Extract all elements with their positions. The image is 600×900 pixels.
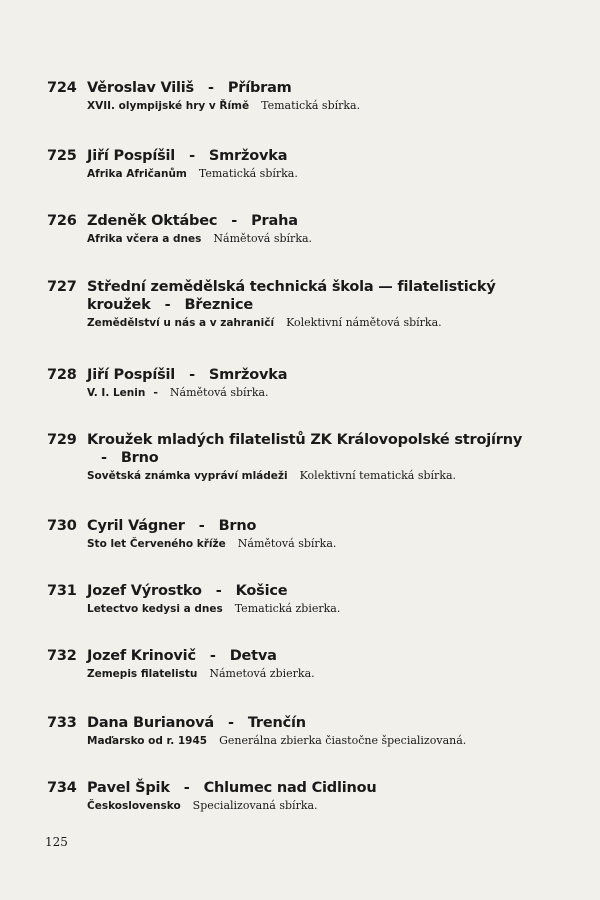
exhibit-topic: Letectvo kedysi a dnes — [87, 603, 223, 615]
entry-title — [87, 779, 547, 797]
exhibit-topic: Afrika včera a dnes — [87, 233, 202, 245]
exhibit-topic: V. I. Lenin — [87, 387, 146, 399]
exhibitor-name: Jozef Krinovič — [87, 648, 196, 664]
exhibit-topic: Zemědělství u nás a v zahraničí — [87, 317, 275, 329]
entry-heading — [47, 779, 547, 797]
exhibitor-name: Cyril Vágner — [87, 518, 185, 534]
entry-subline — [87, 601, 547, 617]
exhibitor-name: Věroslav Viliš — [87, 80, 194, 96]
entry-heading — [47, 278, 547, 314]
entry-title — [87, 79, 547, 97]
entry-heading — [47, 431, 547, 467]
exhibitor-name: Jiří Pospíšil — [87, 367, 176, 383]
entry-title — [87, 714, 547, 732]
entry-subline — [87, 166, 547, 182]
entry-title — [87, 278, 547, 314]
catalog-entry — [47, 431, 547, 484]
exhibitor-place: Trenčín — [247, 715, 306, 731]
catalog-entry — [47, 779, 547, 814]
exhibit-description: Tematická sbírka. — [261, 99, 361, 112]
exhibitor-place: Brno — [218, 518, 257, 534]
separator: - — [198, 518, 205, 534]
exhibitor-place: Praha — [251, 213, 298, 229]
page-number: 125 — [45, 835, 68, 849]
exhibitor-place: Smržovka — [208, 367, 288, 383]
entry-number: 733 — [47, 715, 77, 731]
entry-title — [87, 647, 547, 665]
entry-subline — [87, 385, 547, 401]
entry-heading — [47, 147, 547, 165]
exhibit-topic: Maďarsko od r. 1945 — [87, 735, 208, 747]
exhibit-description: Tematická sbírka. — [198, 167, 298, 180]
exhibit-topic: Sto let Červeného kříže — [87, 538, 226, 550]
separator: - — [231, 213, 238, 229]
catalog-entry — [47, 517, 547, 552]
exhibit-topic: Sovětská známka vypráví mládeži — [87, 470, 288, 482]
catalog-entry — [47, 714, 547, 749]
entry-heading — [47, 647, 547, 665]
entry-title — [87, 431, 547, 467]
topic-separator: - — [153, 386, 158, 399]
exhibit-topic: Afrika Afričanům — [87, 168, 187, 180]
entry-title — [87, 147, 547, 165]
exhibit-description: Námětová sbírka. — [169, 386, 269, 399]
catalog-entry — [47, 212, 547, 247]
exhibit-description: Námětová sbírka. — [237, 537, 337, 550]
exhibitor-place: Chlumec nad Cidlinou — [203, 780, 377, 796]
exhibitor-place: Smržovka — [208, 148, 288, 164]
exhibit-description: Námětová sbírka. — [213, 232, 313, 245]
exhibitor-name: Střední zemědělská technická škola — filatelistický kroužek — [87, 279, 496, 313]
separator: - — [215, 583, 222, 599]
exhibit-topic: Československo — [87, 800, 181, 812]
entry-subline — [87, 231, 547, 247]
entry-number: 732 — [47, 648, 77, 664]
catalog-entry — [47, 147, 547, 182]
entry-number: 729 — [47, 432, 77, 448]
separator: - — [183, 780, 190, 796]
entry-subline — [87, 666, 547, 682]
entry-title — [87, 366, 547, 384]
entry-heading — [47, 582, 547, 600]
exhibitor-place: Příbram — [227, 80, 292, 96]
entry-heading — [47, 517, 547, 535]
separator: - — [164, 297, 171, 313]
exhibitor-name: Pavel Špik — [87, 780, 170, 796]
entry-heading — [47, 366, 547, 384]
exhibit-description: Kolektivní tematická sbírka. — [299, 469, 457, 482]
entry-heading — [47, 212, 547, 230]
entry-subline — [87, 98, 547, 114]
exhibitor-name: Kroužek mladých filatelistů ZK Královopolské strojírny — [87, 432, 523, 448]
entry-title — [87, 582, 547, 600]
exhibit-description: Kolektivní námětová sbírka. — [286, 316, 442, 329]
entry-subline — [87, 733, 547, 749]
exhibit-description: Specializovaná sbírka. — [192, 799, 318, 812]
entry-number: 727 — [47, 279, 77, 295]
catalog-entry — [47, 366, 547, 401]
exhibit-description: Generálna zbierka čiastočne špecializovaná. — [219, 734, 467, 747]
exhibit-topic: Zemepis filatelistu — [87, 668, 198, 680]
separator: - — [207, 80, 214, 96]
entry-heading — [47, 714, 547, 732]
entry-subline — [87, 798, 547, 814]
catalog-entry — [47, 647, 547, 682]
entry-number: 731 — [47, 583, 77, 599]
separator: - — [227, 715, 234, 731]
catalog-entry — [47, 278, 547, 331]
entry-number: 730 — [47, 518, 77, 534]
entry-heading — [47, 79, 547, 97]
entry-number: 728 — [47, 367, 77, 383]
entry-number: 725 — [47, 148, 77, 164]
entry-subline — [87, 315, 547, 331]
separator: - — [209, 648, 216, 664]
exhibitor-name: Dana Burianová — [87, 715, 214, 731]
exhibit-topic: XVII. olympijské hry v Římě — [87, 100, 250, 112]
exhibitor-place: Košice — [235, 583, 288, 599]
exhibit-description: Námetová zbierka. — [209, 667, 315, 680]
entry-title — [87, 517, 547, 535]
exhibitor-place: Brno — [120, 450, 159, 466]
exhibitor-place: Březnice — [184, 297, 254, 313]
separator: - — [101, 450, 107, 466]
separator: - — [189, 367, 195, 383]
entry-number: 734 — [47, 780, 77, 796]
catalog-entry — [47, 582, 547, 617]
entry-number: 724 — [47, 80, 77, 96]
exhibitor-name: Jiří Pospíšil — [87, 148, 176, 164]
exhibit-description: Tematická zbierka. — [234, 602, 341, 615]
entry-subline — [87, 536, 547, 552]
catalog-entry — [47, 79, 547, 114]
separator: - — [189, 148, 195, 164]
exhibitor-name: Zdeněk Oktábec — [87, 213, 218, 229]
entry-number: 726 — [47, 213, 77, 229]
entry-title — [87, 212, 547, 230]
exhibitor-name: Jozef Výrostko — [87, 583, 202, 599]
exhibitor-place: Detva — [229, 648, 277, 664]
entry-subline — [87, 468, 547, 484]
